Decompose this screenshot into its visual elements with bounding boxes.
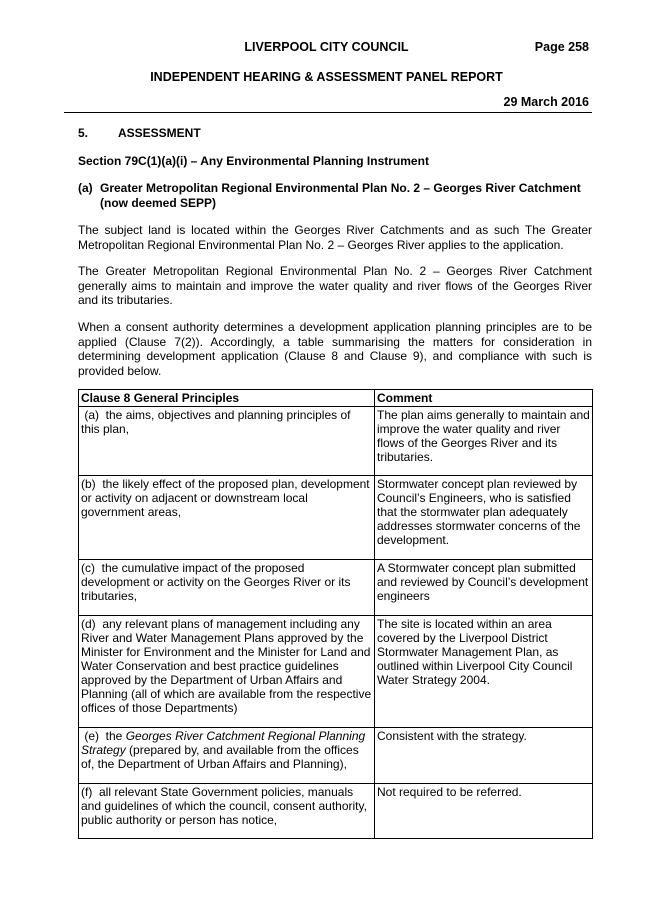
principle-suffix: (prepared by, and available from the offices of, the Department of Urban Affairs and Planning), xyxy=(81,743,363,771)
subsection-heading: Section 79C(1)(a)(i) – Any Environmental Planning Instrument xyxy=(78,154,429,168)
report-title: INDEPENDENT HEARING & ASSESSMENT PANEL REPORT xyxy=(150,70,503,84)
column-header-principles: Clause 8 General Principles xyxy=(79,390,375,407)
table-header-row xyxy=(79,390,593,407)
comment-cell: The plan aims generally to maintain and improve the water quality and river flows of the Georges River and its tributaries. xyxy=(375,407,593,476)
section-number: 5. xyxy=(78,126,89,140)
paragraph-aims: The Greater Metropolitan Regional Environmental Plan No. 2 – Georges River Catchment generally aims to maintain and improve the water quality and river flows of the Georges River and its tributaries. xyxy=(78,264,592,307)
comment-cell: Consistent with the strategy. xyxy=(375,728,593,784)
council-name: LIVERPOOL CITY COUNCIL xyxy=(244,40,409,54)
principle-prefix: (e) the xyxy=(81,729,126,743)
comment-cell: Stormwater concept plan reviewed by Council’s Engineers, who is satisfied that the stormwater plan adequately addresses stormwater concerns of the development. xyxy=(375,476,593,560)
item-title-line1: Greater Metropolitan Regional Environmental Plan No. 2 – Georges River Catchment xyxy=(100,181,581,195)
comment-cell: A Stormwater concept plan submitted and reviewed by Council’s development engineers xyxy=(375,560,593,616)
principle-cell: (f) all relevant State Government policies, manuals and guidelines of which the council, consent authority, public authority or person has notice, xyxy=(79,784,375,839)
table-row xyxy=(79,560,593,616)
table-row xyxy=(79,728,593,784)
report-date: 29 March 2016 xyxy=(503,95,589,109)
principle-cell: (d) any relevant plans of management including any River and Water Management Plans approved by the Minister for Environment and the Minister for Land and Water Conservation and best practice guidelines approved by the Department of Urban Affairs and Planning (all of which are available from the respective offices of those Departments) xyxy=(79,616,375,728)
table-row xyxy=(79,407,593,476)
principle-cell: (b) the likely effect of the proposed plan, development or activity on adjacent or downstream local government areas, xyxy=(79,476,375,560)
section-title: ASSESSMENT xyxy=(118,126,201,140)
page-number: Page 258 xyxy=(534,40,589,54)
table-row xyxy=(79,784,593,839)
principle-cell: (a) the aims, objectives and planning principles of this plan, xyxy=(79,407,375,476)
comment-cell: The site is located within an area covered by the Liverpool District Stormwater Management Plan, as outlined within Liverpool City Council Water Strategy 2004. xyxy=(375,616,593,728)
table-row xyxy=(79,476,593,560)
column-header-comment: Comment xyxy=(375,390,593,407)
principle-cell: (c) the cumulative impact of the proposed development or activity on the Georges River or its tributaries, xyxy=(79,560,375,616)
item-label: (a) xyxy=(78,181,93,195)
strategy-title: Georges River Catchment Regional Planning Strategy xyxy=(81,729,369,757)
paragraph-applicability: The subject land is located within the Georges River Catchments and as such The Greater Metropolitan Regional Environmental Plan No. 2 – Georges River applies to the application. xyxy=(78,223,592,252)
principle-cell xyxy=(79,728,375,784)
table-row xyxy=(79,616,593,728)
paragraph-consent: When a consent authority determines a development application planning principles are to be applied (Clause 7(2)). Accordingly, a table summarising the matters for consideration in determining development application (Clause 8 and Clause 9), and compliance with such is provided below. xyxy=(78,320,592,378)
item-heading xyxy=(78,181,592,210)
comment-cell: Not required to be referred. xyxy=(375,784,593,839)
header-divider xyxy=(64,112,592,113)
clause8-table xyxy=(78,389,593,839)
item-title-line2: (now deemed SEPP) xyxy=(100,195,217,210)
